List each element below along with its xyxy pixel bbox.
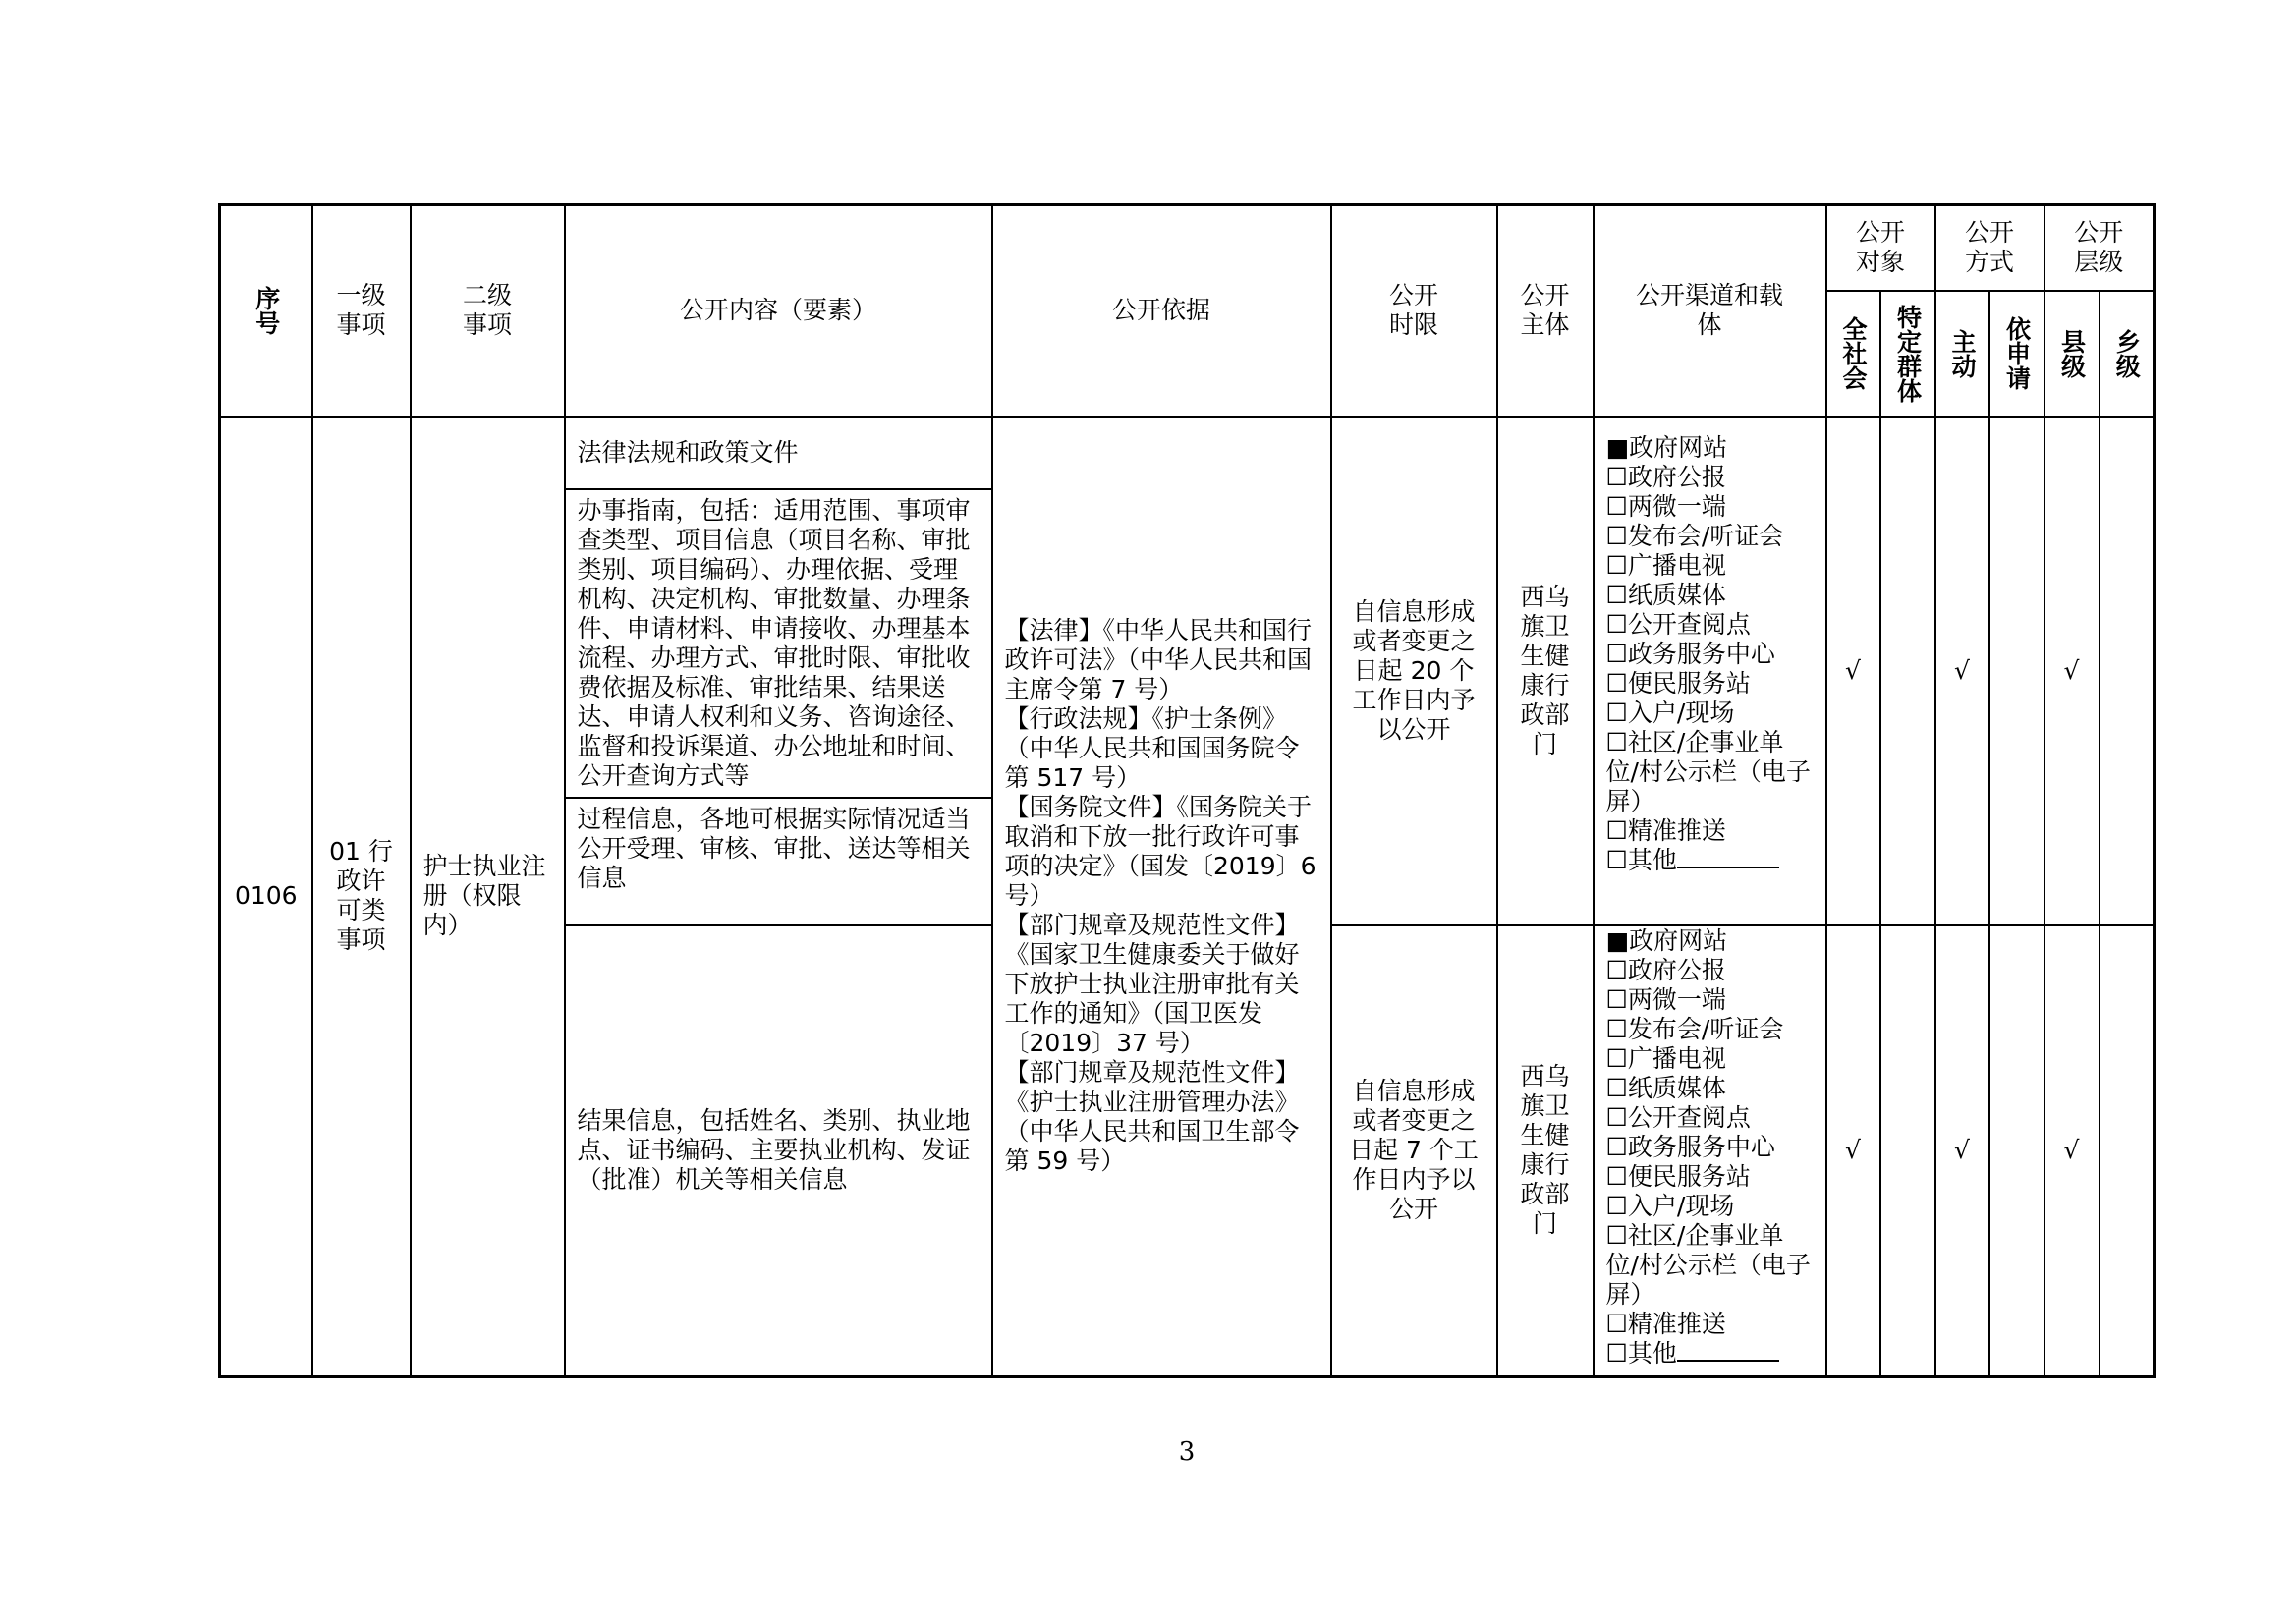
channel-item: ☐广播电视	[1605, 550, 1726, 580]
channel-item: ☐两微一端	[1605, 491, 1726, 521]
channel-item: ☐政府公报	[1605, 955, 1726, 984]
header-seq: 序号	[220, 205, 312, 417]
cell-mode-active-0: √	[1935, 417, 1989, 925]
channel-item: ☐其他	[1606, 1339, 1814, 1369]
cell-mode-apply-1	[1989, 925, 2044, 1377]
channel-item: ☐入户/现场	[1605, 1191, 1735, 1220]
channel-item: ☐便民服务站	[1605, 668, 1751, 698]
cell-level-township-1	[2100, 925, 2155, 1377]
cell-subject-0: 西乌旗卫生健康行政部门	[1497, 417, 1594, 925]
basis-item: 【行政法规】《护士条例》（中华人民共和国国务院令第 517 号）	[1004, 704, 1300, 793]
cell-level-county-0: √	[2044, 417, 2100, 925]
cell-content-3: 结果信息，包括姓名、类别、执业地点、证书编码、主要执业机构、发证（批准）机关等相关信息	[565, 925, 992, 1377]
cell-content-1: 办事指南，包括：适用范围、事项审查类型、项目信息（项目名称、审批类别、项目编码）、办理依据、受理机构、决定机构、审批数量、办理条件、申请材料、申请接收、办理基本流程、办理方式、审批时限、审批收费依据及标准、审批结果、结果送达、申请人权利和义务、咨询途径、监督和投诉渠道、办公地址和时间、公开查询方式等	[565, 489, 992, 798]
cell-time-limit-1: 自信息形成或者变更之日起 7 个工作日内予以公开	[1331, 925, 1497, 1377]
cell-mode-apply-0	[1989, 417, 2044, 925]
header-mode-active: 主动	[1935, 291, 1989, 417]
header-time-limit: 公开时限	[1331, 205, 1497, 417]
cell-time-limit-0: 自信息形成或者变更之日起 20 个工作日内予以公开	[1331, 417, 1497, 925]
channel-item: ☐广播电视	[1605, 1043, 1726, 1073]
header-level-county: 县级	[2044, 291, 2100, 417]
page-number: 3	[1178, 1437, 1196, 1467]
cell-channels-1	[1594, 925, 1826, 1377]
channel-item: ■政府网站	[1605, 925, 1728, 955]
cell-target-all-1: √	[1826, 925, 1880, 1377]
channel-item: ☐政府公报	[1605, 462, 1726, 491]
disclosure-table	[218, 203, 2156, 1378]
channel-item: ☐发布会/听证会	[1605, 1014, 1784, 1043]
channel-item: ☐政务服务中心	[1605, 1132, 1775, 1161]
header-mode-apply: 依申请	[1989, 291, 2044, 417]
channel-item: ☐公开查阅点	[1605, 1102, 1751, 1132]
channel-item: ☐发布会/听证会	[1605, 521, 1784, 550]
cell-target-specific-0	[1880, 417, 1935, 925]
channel-item: ☐政务服务中心	[1605, 639, 1775, 668]
channel-item: ☐精准推送	[1605, 1309, 1726, 1338]
header-channel: 公开渠道和载体	[1594, 205, 1826, 417]
cell-level1: 01 行政许可类事项	[312, 417, 411, 1377]
basis-item: 【部门规章及规范性文件】《国家卫生健康委关于做好下放护士执业注册审批有关工作的通知》（国卫医发〔2019〕37 号）	[1004, 911, 1300, 1058]
header-level1: 一级事项	[312, 205, 411, 417]
basis-item: 【法律】《中华人民共和国行政许可法》（中华人民共和国主席令第 7 号）	[1004, 616, 1313, 704]
header-level-township: 乡级	[2100, 291, 2155, 417]
header-target-group: 公开对象	[1826, 205, 1935, 291]
channel-item: ☐其他	[1606, 846, 1814, 875]
header-row-1	[220, 205, 2155, 291]
channel-item: ☐入户/现场	[1605, 698, 1735, 727]
header-level-group: 公开层级	[2044, 205, 2155, 291]
cell-target-specific-1	[1880, 925, 1935, 1377]
header-level2: 二级事项	[411, 205, 565, 417]
channel-item: ☐社区/企事业单位/村公示栏（电子屏）	[1605, 1220, 1811, 1309]
channel-item: ☐纸质媒体	[1605, 580, 1726, 609]
header-subject: 公开主体	[1497, 205, 1594, 417]
channel-item: ☐社区/企事业单位/村公示栏（电子屏）	[1605, 727, 1811, 815]
basis-item: 【部门规章及规范性文件】《护士执业注册管理办法》（中华人民共和国卫生部令第 59 号）	[1004, 1058, 1300, 1176]
cell-level2: 护士执业注册（权限内）	[411, 417, 565, 1377]
header-content: 公开内容（要素）	[565, 205, 992, 417]
cell-level-county-1: √	[2044, 925, 2100, 1377]
cell-mode-active-1: √	[1935, 925, 1989, 1377]
channel-item: ☐两微一端	[1605, 984, 1726, 1014]
cell-subject-1: 西乌旗卫生健康行政部门	[1497, 925, 1594, 1377]
channel-item: ☐纸质媒体	[1605, 1073, 1726, 1102]
cell-basis	[992, 417, 1331, 1377]
table-row	[220, 417, 2155, 489]
header-basis: 公开依据	[992, 205, 1331, 417]
basis-item: 【国务院文件】《国务院关于取消和下放一批行政许可事项的决定》（国发〔2019〕6 号）	[1004, 793, 1316, 911]
channel-item: ☐便民服务站	[1605, 1161, 1751, 1191]
header-mode-group: 公开方式	[1935, 205, 2044, 291]
channel-item: ☐公开查阅点	[1605, 609, 1751, 639]
cell-seq: 0106	[220, 417, 312, 1377]
cell-target-all-0: √	[1826, 417, 1880, 925]
cell-channels-0	[1594, 417, 1826, 925]
channel-item: ■政府网站	[1605, 432, 1728, 462]
cell-content-0: 法律法规和政策文件	[565, 417, 992, 489]
header-target-specific: 特定群体	[1880, 291, 1935, 417]
header-target-all: 全社会	[1826, 291, 1880, 417]
channel-item: ☐精准推送	[1605, 815, 1726, 845]
cell-level-township-0	[2100, 417, 2155, 925]
cell-content-2: 过程信息，各地可根据实际情况适当公开受理、审核、审批、送达等相关信息	[565, 798, 992, 925]
